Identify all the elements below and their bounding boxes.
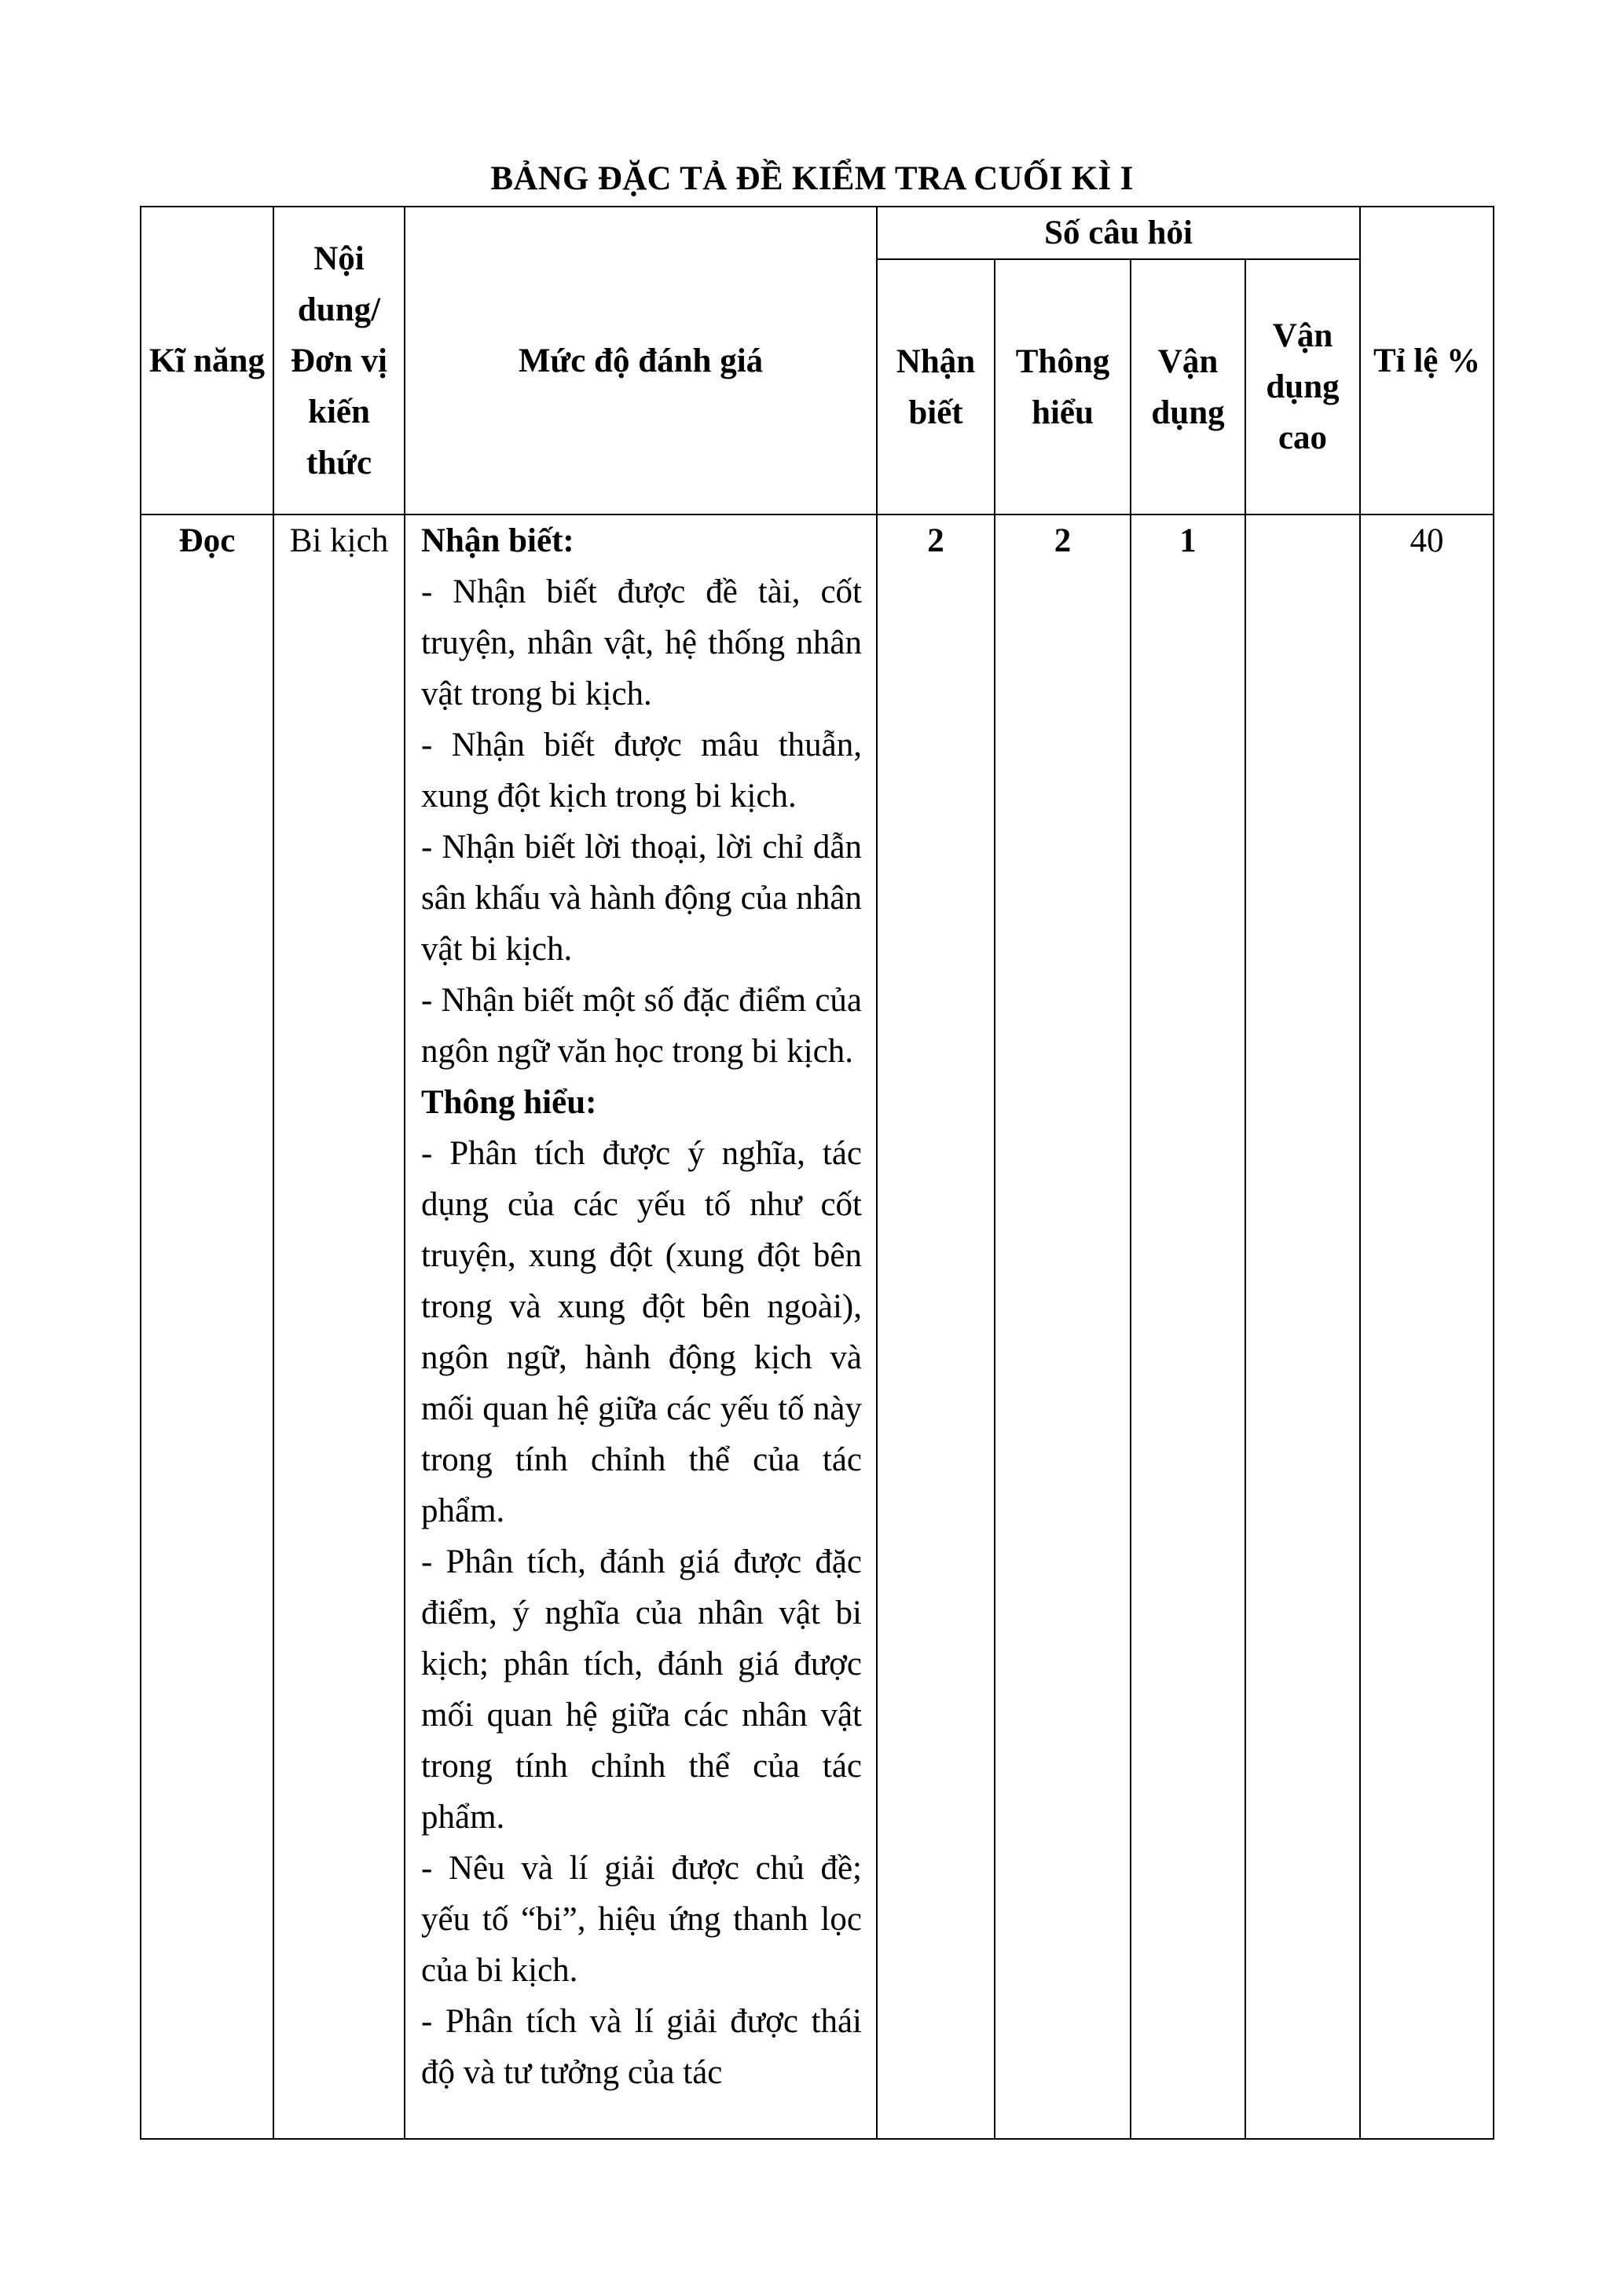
cell-count-understand: 2 [995,514,1131,2139]
understand-item: - Phân tích được ý nghĩa, tác dụng của các yếu tố như cốt truyện, xung đột (xung đột bên trong và xung đột bên ngoài), ngôn ngữ, hành động kịch và mối quan hệ giữa các yếu tố này trong tính chỉnh thể của tác phẩm. [421,1135,862,1529]
understand-item: - Phân tích, đánh giá được đặc điểm, ý nghĩa của nhân vật bi kịch; phân tích, đánh giá được mối quan hệ giữa các nhân vật trong tính chỉnh thể của tác phẩm. [421,1543,862,1836]
cell-level-description [405,514,877,2139]
understand-item: - Phân tích và lí giải được thái độ và tư tưởng của tác [421,2003,862,2091]
recognize-item: - Nhận biết một số đặc điểm của ngôn ngữ văn học trong bi kịch. [421,982,862,1070]
header-recognize: Nhận biết [877,259,995,514]
cell-content: Bi kịch [273,514,405,2139]
recognize-item: - Nhận biết được đề tài, cốt truyện, nhân vật, hệ thống nhân vật trong bi kịch. [421,573,862,712]
document-title: BẢNG ĐẶC TẢ ĐỀ KIỂM TRA CUỐI KÌ I [490,160,1134,197]
recognize-item: - Nhận biết lời thoại, lời chỉ dẫn sân khấu và hành động của nhân vật bi kịch. [421,829,862,968]
header-ratio: Tỉ lệ % [1360,207,1494,514]
specification-table [140,206,1494,2140]
header-understand: Thông hiểu [995,259,1131,514]
cell-count-apply: 1 [1131,514,1245,2139]
header-content: Nội dung/ Đơn vị kiến thức [273,207,405,514]
header-apply: Vận dụng [1131,259,1245,514]
cell-skill: Đọc [141,514,273,2139]
header-level: Mức độ đánh giá [405,207,877,514]
header-apply-high: Vận dụng cao [1245,259,1360,514]
header-row-top [141,207,1494,259]
recognize-heading: Nhận biết: [421,522,574,559]
understand-item: - Nêu và lí giải được chủ đề; yếu tố “bi”, hiệu ứng thanh lọc của bi kịch. [421,1850,862,1989]
recognize-item: - Nhận biết được mâu thuẫn, xung đột kịch trong bi kịch. [421,727,862,815]
table-row [141,514,1494,2139]
header-questions-group: Số câu hỏi [877,207,1360,259]
cell-ratio: 40 [1360,514,1494,2139]
cell-count-apply-high [1245,514,1360,2139]
cell-count-recognize: 2 [877,514,995,2139]
understand-heading: Thông hiểu: [421,1084,597,1121]
header-skill: Kĩ năng [141,207,273,514]
